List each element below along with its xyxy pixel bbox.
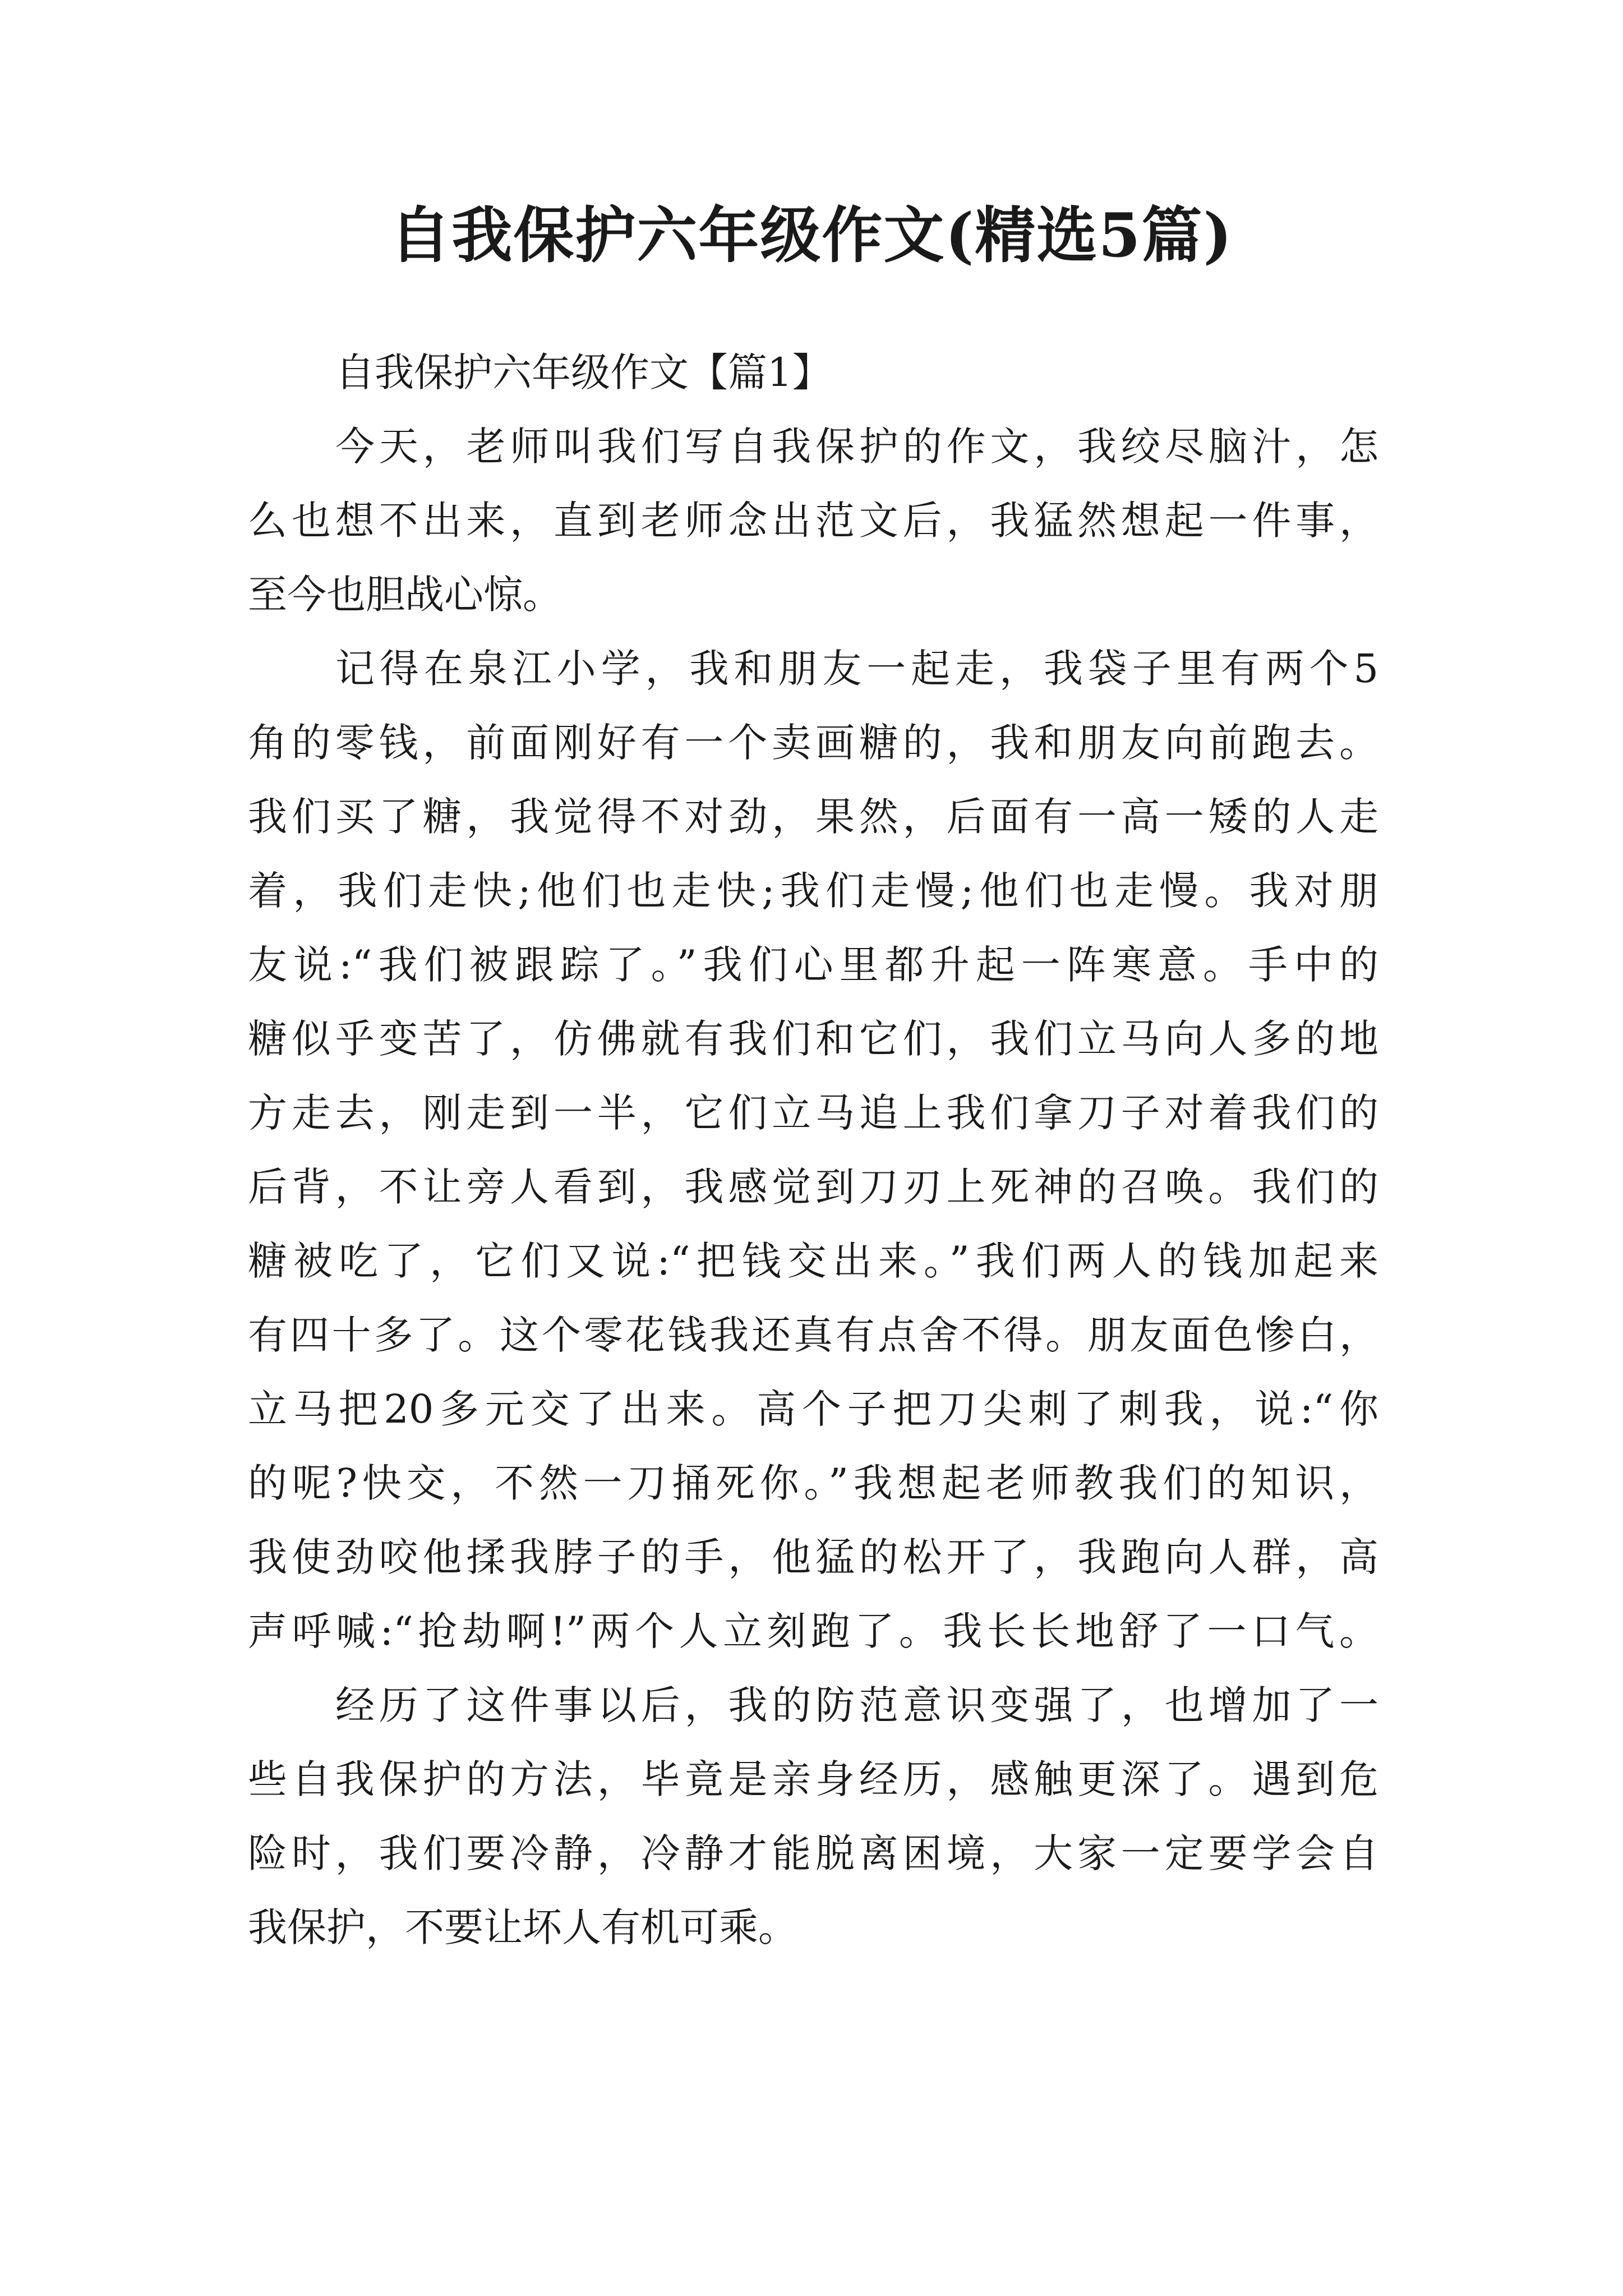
paragraph-line: 我保护，不要让坏人有机可乘。 [248, 1904, 797, 1950]
paragraph-line: 后背，不让旁人看到，我感觉到刀刃上死神的召唤。我们的 [248, 1164, 1378, 1210]
paragraph-line: 经历了这件事以后，我的防范意识变强了，也增加了一 [335, 1682, 1378, 1728]
paragraph-line: 至今也胆战心惊。 [248, 572, 562, 618]
paragraph-line: 我使劲咬他揉我脖子的手，他猛的松开了，我跑向人群，高 [248, 1534, 1378, 1580]
section-heading: 自我保护六年级作文【篇1】 [335, 349, 832, 395]
paragraph-line: 立马把20多元交了出来。高个子把刀尖刺了刺我，说:“你 [248, 1386, 1378, 1432]
paragraph-line: 么也想不出来，直到老师念出范文后，我猛然想起一件事， [248, 498, 1378, 544]
paragraph-line: 糖被吃了，它们又说:“把钱交出来。”我们两人的钱加起来 [248, 1238, 1378, 1284]
paragraph-line: 方走去，刚走到一半，它们立马追上我们拿刀子对着我们的 [248, 1090, 1378, 1136]
paragraph-line: 角的零钱，前面刚好有一个卖画糖的，我和朋友向前跑去。 [248, 720, 1378, 766]
paragraph-line: 糖似乎变苦了，仿佛就有我们和它们，我们立马向人多的地 [248, 1016, 1378, 1062]
paragraph-line: 友说:“我们被跟踪了。”我们心里都升起一阵寒意。手中的 [248, 942, 1378, 988]
paragraph-line: 些自我保护的方法，毕竟是亲身经历，感触更深了。遇到危 [248, 1756, 1378, 1802]
paragraph-line: 险时，我们要冷静，冷静才能脱离困境，大家一定要学会自 [248, 1830, 1378, 1876]
paragraph-line: 今天，老师叫我们写自我保护的作文，我绞尽脑汁，怎 [335, 424, 1378, 470]
paragraph-line: 的呢?快交，不然一刀捅死你。”我想起老师教我们的知识， [248, 1460, 1378, 1506]
paragraph-line: 我们买了糖，我觉得不对劲，果然，后面有一高一矮的人走 [248, 794, 1378, 840]
document-body [248, 335, 1378, 1964]
document-title: 自我保护六年级作文(精选5篇) [390, 200, 1233, 271]
paragraph-line: 记得在泉江小学，我和朋友一起走，我袋子里有两个5 [335, 646, 1378, 692]
paragraph-line: 有四十多了。这个零花钱我还真有点舍不得。朋友面色惨白， [248, 1312, 1378, 1358]
paragraph-line: 声呼喊:“抢劫啊!”两个人立刻跑了。我长长地舒了一口气。 [248, 1608, 1378, 1654]
paragraph-line: 着，我们走快;他们也走快;我们走慢;他们也走慢。我对朋 [248, 868, 1378, 914]
